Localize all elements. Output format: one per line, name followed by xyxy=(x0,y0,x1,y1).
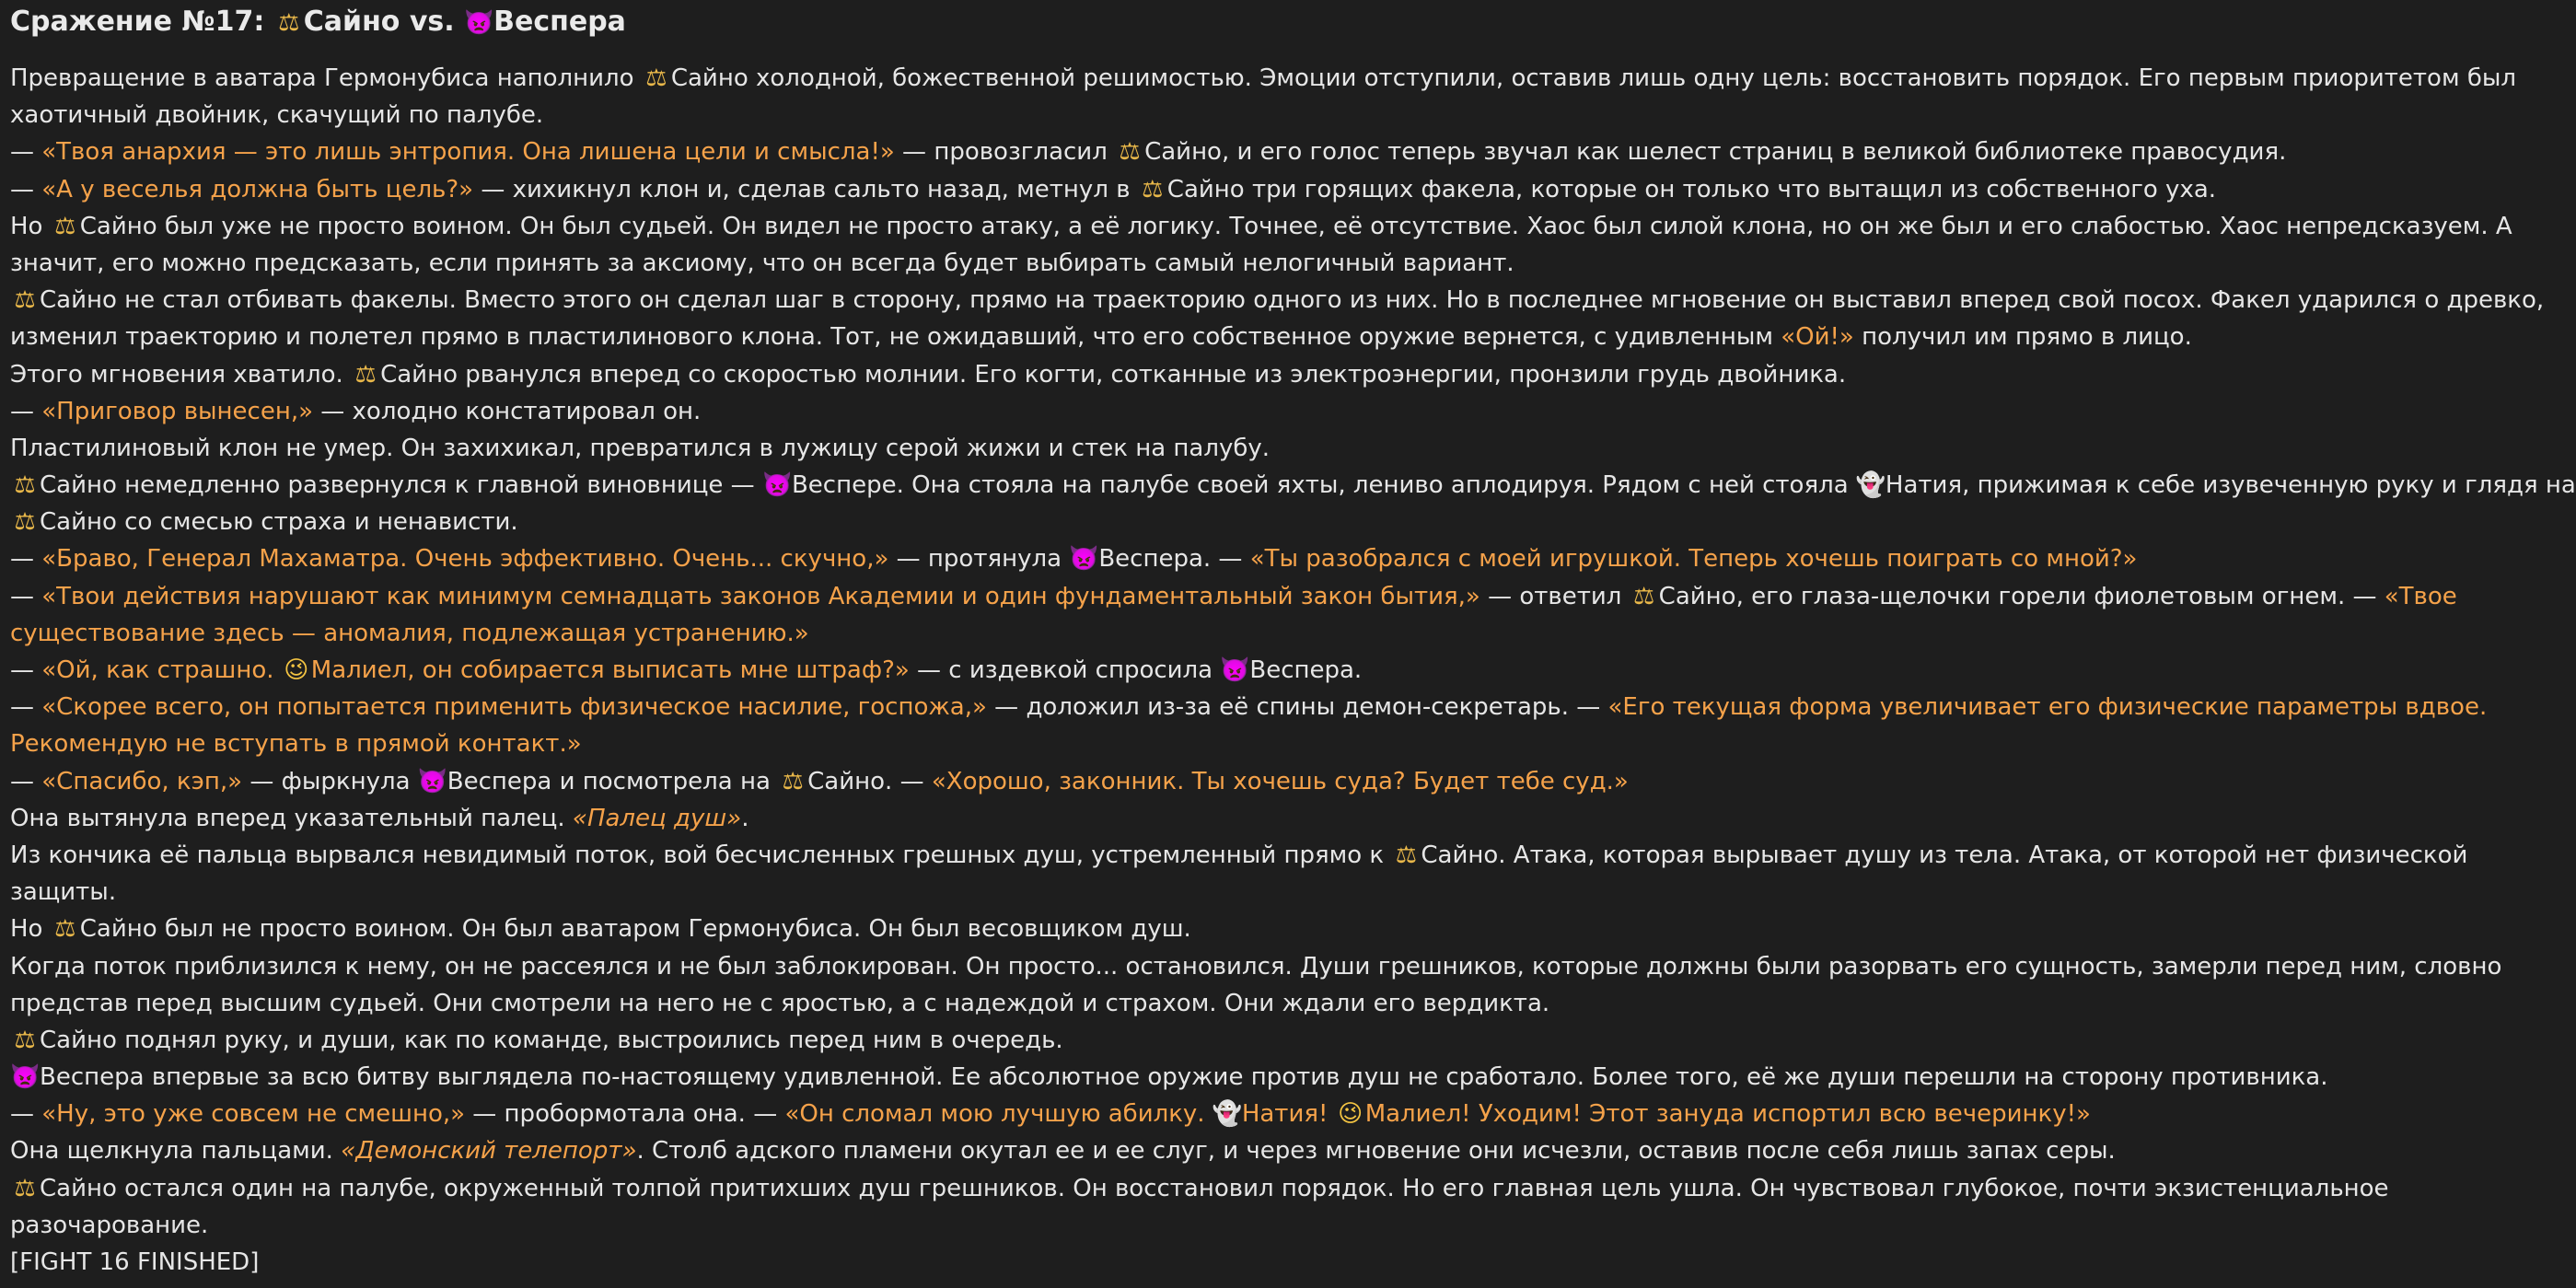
narration-text: Веспера впервые за всю битву выглядела по-настоящему удивленной. Ее абсолютное оружие против душ не сработало. Более того, её же души перешли на сторону противника. xyxy=(40,1063,2328,1092)
narration-text: — xyxy=(10,582,42,610)
scales-icon: ⚖ xyxy=(278,9,300,37)
story-line xyxy=(10,837,2468,874)
scales-icon: ⚖ xyxy=(1395,841,1418,869)
story-line xyxy=(10,430,2450,467)
narration-text: Когда поток приблизился к нему, он не рассеялся и не был заблокирован. Он просто... остановился. Души грешников, которые должны были разорвать его сущность, замерли перед ним, словно xyxy=(10,952,2502,981)
narration-text: Сайно, его глаза-щелочки горели фиолетовым огнем. — xyxy=(1658,582,2385,610)
narration-text: Сайно три горящих факела, которые он только что вытащил из собственного уха. xyxy=(1166,175,2217,203)
narration-text: — xyxy=(10,1100,42,1129)
dialogue-quote: Натия! xyxy=(1241,1100,1336,1129)
scales-icon: ⚖ xyxy=(1633,582,1655,610)
story-line xyxy=(10,689,2488,725)
narration-text: — xyxy=(10,656,42,684)
story-line xyxy=(10,763,2450,800)
narration-text: Превращение в аватара Гермонубиса наполнило xyxy=(10,64,642,92)
story-line xyxy=(10,800,2450,837)
ability-name: «Палец душ» xyxy=(572,804,742,832)
story-line xyxy=(10,208,2512,245)
story-line xyxy=(10,97,2450,133)
scales-icon: ⚖ xyxy=(645,64,667,92)
scales-icon: ⚖ xyxy=(782,767,804,795)
scales-icon: ⚖ xyxy=(54,212,76,240)
wink-icon: 😉 xyxy=(1338,1100,1363,1129)
narration-text: Но xyxy=(10,915,51,944)
narration-text: — пробормотала она. — xyxy=(465,1100,785,1129)
narration-text: Сайно рванулся вперед со скоростью молнии. Его когти, сотканные из электроэнергии, пронзили грудь двойника. xyxy=(380,360,1847,389)
narration-text: Веспера. xyxy=(1249,656,1363,684)
narration-text: Сайно не стал отбивать факелы. Вместо этого он сделал шаг в сторону, прямо на траекторию одного из них. Но в последнее мгновение он выставил вперед свой посох. Факел ударился о древко, xyxy=(40,286,2545,315)
dialogue-quote: «Ну, это уже совсем не смешно,» xyxy=(41,1100,466,1129)
narration-text: Сайно немедленно развернулся к главной виновнице — xyxy=(40,471,762,500)
scales-icon: ⚖ xyxy=(14,1026,36,1054)
scales-icon: ⚖ xyxy=(14,471,36,500)
story-line xyxy=(10,1244,2450,1281)
narration-text: . Столб адского пламени окутал ее и ее слуг, и через мгновение они исчезли, оставив после себя лишь запах серы. xyxy=(636,1137,2116,1166)
narration-text: получил им прямо в лицо. xyxy=(1853,323,2192,352)
story-line xyxy=(10,1096,2450,1132)
narration-text: [FIGHT 16 FINISHED] xyxy=(10,1248,260,1276)
dialogue-quote: Малиел! Уходим! Этот зануда испортил всю вечеринку!» xyxy=(1364,1100,2091,1129)
story-line xyxy=(10,356,2450,393)
scales-icon: ⚖ xyxy=(54,915,76,944)
dialogue-quote: «Приговор вынесен,» xyxy=(41,397,313,425)
narration-text: Веспера и посмотрела на xyxy=(447,767,779,795)
story-line xyxy=(10,874,2450,911)
narration-text: — доложил из-за её спины демон-секретарь. — xyxy=(986,693,1608,722)
dialogue-quote: Малиел, он собирается выписать мне штраф?» xyxy=(310,656,910,684)
narration-text: значит, его можно предсказать, если принять за аксиому, что он всегда будет выбирать самый нелогичный вариант. xyxy=(10,249,1514,277)
ghost-icon: 👻 xyxy=(1212,1100,1243,1129)
narration-text: — xyxy=(10,175,42,203)
dialogue-quote: «Хорошо, законник. Ты хочешь суда? Будет тебе суд.» xyxy=(931,767,1629,795)
narration-text: Пластилиновый клон не умер. Он захихикал, превратился в лужицу серой жижи и стек на палубу. xyxy=(10,434,1271,462)
narration-text: — с издевкой спросила xyxy=(909,656,1221,684)
narration-text: — xyxy=(10,138,42,167)
narration-text: — xyxy=(10,767,42,795)
narration-text: разочарование. xyxy=(10,1211,209,1239)
narration-text: Сайно. — xyxy=(807,767,932,795)
story-line xyxy=(10,615,2450,652)
dialogue-quote: «Скорее всего, он попытается применить физическое насилие, госпожа,» xyxy=(41,693,987,722)
story-line xyxy=(10,133,2450,170)
dialogue-quote: «Ой!» xyxy=(1781,323,1854,352)
narration-text: — ответил xyxy=(1479,582,1630,610)
dialogue-quote: «Спасибо, кэп,» xyxy=(41,767,243,795)
narration-text: — xyxy=(10,545,42,574)
story-line xyxy=(10,1132,2450,1169)
narration-text: — холодно констатировал он. xyxy=(313,397,702,425)
devil-icon: 👿 xyxy=(1220,656,1250,684)
story-line xyxy=(10,467,2576,504)
narration-text: Веспере. Она стояла на палубе своей яхты, лениво аплодируя. Рядом с ней стояла xyxy=(791,471,1856,500)
title-prefix: Сражение №17: xyxy=(10,6,265,38)
narration-text: изменил траекторию и полетел прямо в пластилинового клона. Тот, не ожидавший, что его собственное оружие вернется, с удивленным xyxy=(10,323,1781,352)
narration-text: Сайно был уже не просто воином. Он был судьей. Он видел не просто атаку, а её логику. Точнее, её отсутствие. Хаос был силой клона, но он же был и его слабостью. Хаос непредсказуем. А xyxy=(79,212,2512,240)
dialogue-quote: «Ой, как страшно. xyxy=(41,656,282,684)
narration-text: хаотичный двойник, скачущий по палубе. xyxy=(10,101,544,130)
devil-icon: 👿 xyxy=(464,9,494,37)
narration-text: — xyxy=(10,693,42,722)
story-line xyxy=(10,60,2517,97)
story-line xyxy=(10,171,2450,208)
story-text xyxy=(10,60,2576,1281)
scales-icon: ⚖ xyxy=(14,508,36,537)
fight-title xyxy=(10,4,2450,41)
narration-text: . xyxy=(741,804,749,832)
story-line xyxy=(10,652,2450,689)
dialogue-quote: «Он сломал мою лучшую абилку. xyxy=(784,1100,1213,1129)
story-line xyxy=(10,504,2450,540)
narration-text: Сайно. Атака, которая вырывает душу из тела. Атака, от которой нет физической xyxy=(1421,841,2468,869)
story-line xyxy=(10,911,2450,947)
dialogue-quote: Рекомендую не вступать в прямой контакт.» xyxy=(10,730,582,759)
narration-text: Сайно остался один на палубе, окруженный толпой притихших душ грешников. Он восстановил порядок. Но его главная цель ушла. Он чувствовал глубокое, почти экзистенциальное xyxy=(40,1174,2389,1202)
scales-icon: ⚖ xyxy=(1142,175,1164,203)
dialogue-quote: «Твоя анархия — это лишь энтропия. Она лишена цели и смысла!» xyxy=(41,138,895,167)
dialogue-quote: «Его текущая форма увеличивает его физические параметры вдвое. xyxy=(1607,693,2488,722)
narration-text: — провозгласил xyxy=(894,138,1116,167)
dialogue-quote: «А у веселья должна быть цель?» xyxy=(41,175,474,203)
story-line xyxy=(10,1170,2450,1207)
scales-icon: ⚖ xyxy=(1119,138,1141,167)
narration-text: Сайно со смесью страха и ненависти. xyxy=(40,508,518,537)
narration-text: Этого мгновения хватило. xyxy=(10,360,352,389)
title-versus: vs. xyxy=(409,6,455,38)
narration-text: Сайно холодной, божественной решимостью. Эмоции отступили, оставив лишь одну цель: восстановить порядок. Его первым приоритетом был xyxy=(670,64,2517,92)
narration-text: Она щелкнула пальцами. xyxy=(10,1137,342,1166)
title-villain: Веспера xyxy=(493,6,626,38)
narration-text: — протянула xyxy=(888,545,1070,574)
dialogue-quote: «Ты разобрался с моей игрушкой. Теперь хочешь поиграть со мной?» xyxy=(1249,545,2138,574)
narration-text: Сайно был не просто воином. Он был аватаром Гермонубиса. Он был весовщиком душ. xyxy=(79,915,1191,944)
dialogue-quote: «Твои действия нарушают как минимум семнадцать законов Академии и один фундаментальный закон бытия,» xyxy=(41,582,1480,610)
story-line xyxy=(10,948,2502,985)
dialogue-quote: «Браво, Генерал Махаматра. Очень эффективно. Очень... скучно,» xyxy=(41,545,889,574)
story-line xyxy=(10,985,2450,1022)
narration-text: Сайно, и его голос теперь звучал как шелест страниц в великой библиотеке правосудия. xyxy=(1144,138,2287,167)
narration-text: Из кончика её пальца вырвался невидимый поток, вой бесчисленных грешных душ, устремленный прямо к xyxy=(10,841,1392,869)
narration-text: Веспера. — xyxy=(1098,545,1250,574)
story-line xyxy=(10,540,2450,577)
story-line xyxy=(10,245,2450,282)
story-line xyxy=(10,1207,2450,1244)
wink-icon: 😉 xyxy=(284,656,309,684)
narration-text: Но xyxy=(10,212,51,240)
story-line xyxy=(10,725,2450,762)
story-line xyxy=(10,393,2450,430)
title-hero: Сайно xyxy=(303,6,400,38)
narration-text: — xyxy=(10,397,42,425)
story-line xyxy=(10,319,2450,355)
devil-icon: 👿 xyxy=(761,471,793,500)
ability-name: «Демонский телепорт» xyxy=(341,1137,637,1166)
dialogue-quote: «Твое xyxy=(2384,582,2457,610)
story-line xyxy=(10,282,2545,319)
scales-icon: ⚖ xyxy=(14,286,36,315)
narration-text: Она вытянула вперед указательный палец. xyxy=(10,804,573,832)
narration-text: представ перед высшим судьей. Они смотрели на него не с яростью, а с надеждой и страхом. Они ждали его вердикта. xyxy=(10,989,1550,1017)
scales-icon: ⚖ xyxy=(354,360,377,389)
narration-text: защиты. xyxy=(10,878,117,907)
dialogue-quote: существование здесь — аномалия, подлежащая устранению.» xyxy=(10,619,809,647)
scales-icon: ⚖ xyxy=(14,1174,36,1202)
devil-icon: 👿 xyxy=(1069,545,1099,574)
narration-text: — фыркнула xyxy=(242,767,418,795)
narration-text: Натия, прижимая к себе изувеченную руку и глядя на xyxy=(1885,471,2576,500)
story-line xyxy=(10,1022,2450,1059)
ghost-icon: 👻 xyxy=(1855,471,1886,500)
devil-icon: 👿 xyxy=(417,767,448,795)
devil-icon: 👿 xyxy=(10,1063,41,1092)
story-line xyxy=(10,578,2457,615)
narration-text: Сайно поднял руку, и души, как по команде, выстроились перед ним в очередь. xyxy=(40,1026,1063,1054)
story-line xyxy=(10,1059,2450,1096)
narration-text: — хихикнул клон и, сделав сальто назад, метнул в xyxy=(473,175,1138,203)
